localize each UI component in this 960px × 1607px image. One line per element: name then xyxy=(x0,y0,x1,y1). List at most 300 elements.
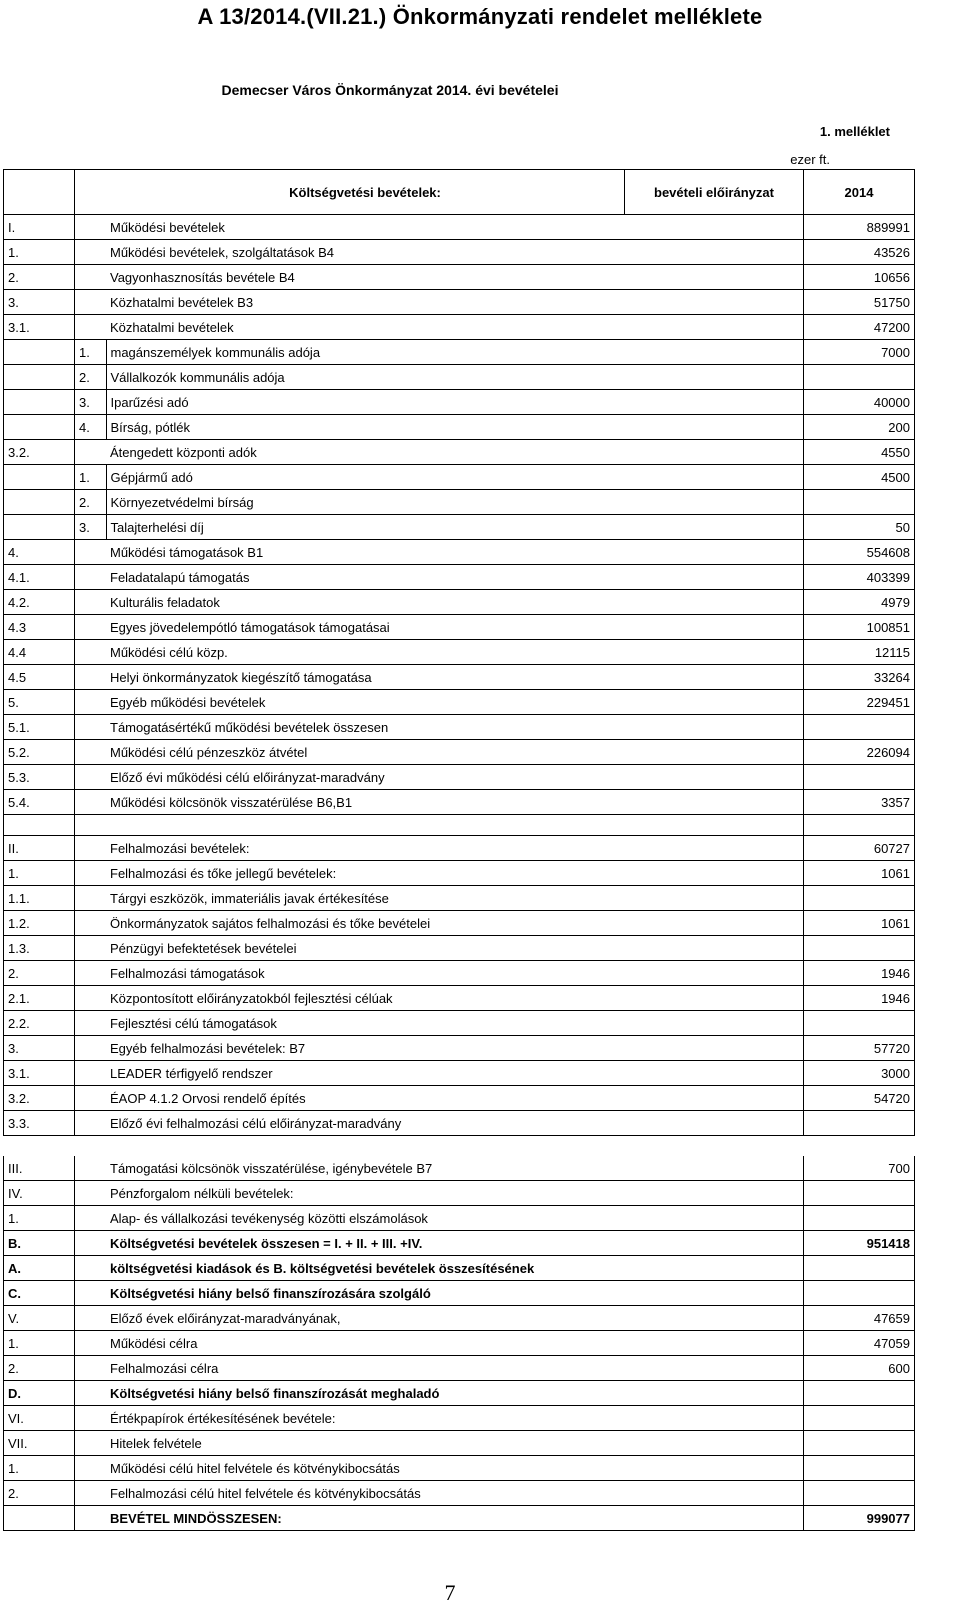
row-label: Közhatalmi bevételek B3 xyxy=(106,290,625,315)
table-row xyxy=(4,1036,915,1061)
row-plan xyxy=(625,290,804,315)
table-row xyxy=(4,440,915,465)
row-sub-number: 3. xyxy=(75,390,107,415)
row-value: 33264 xyxy=(804,665,915,690)
row-sub-number: 3. xyxy=(75,515,107,540)
row-value: 4500 xyxy=(804,465,915,490)
row-sub-number xyxy=(75,1506,107,1531)
row-sub-number xyxy=(75,1356,107,1381)
row-value xyxy=(804,1406,915,1431)
revenue-table xyxy=(3,169,915,1531)
row-sub-number xyxy=(75,1331,107,1356)
row-label: Felhalmozási támogatások xyxy=(106,961,625,986)
row-label: Iparűzési adó xyxy=(106,390,625,415)
row-value xyxy=(804,1181,915,1206)
row-plan xyxy=(625,215,804,240)
row-label: Feladatalapú támogatás xyxy=(106,565,625,590)
row-plan xyxy=(625,1206,804,1231)
row-label: Működési célú közp. xyxy=(106,640,625,665)
row-plan xyxy=(625,1181,804,1206)
row-number: II. xyxy=(4,836,75,861)
row-label: Felhalmozási célra xyxy=(106,1356,625,1381)
row-sub-number xyxy=(75,836,107,861)
row-plan xyxy=(625,1281,804,1306)
row-number xyxy=(4,415,75,440)
row-label: Egyéb felhalmozási bevételek: B7 xyxy=(106,1036,625,1061)
row-value: 7000 xyxy=(804,340,915,365)
table-row xyxy=(4,790,915,815)
row-label: Átengedett központi adók xyxy=(106,440,625,465)
row-plan xyxy=(625,1086,804,1111)
row-plan xyxy=(625,1111,804,1136)
row-number: 5.4. xyxy=(4,790,75,815)
row-sub-number xyxy=(75,1456,107,1481)
table-row xyxy=(4,690,915,715)
row-sub-number xyxy=(75,886,107,911)
row-number: 1. xyxy=(4,1206,75,1231)
row-label: Fejlesztési célú támogatások xyxy=(106,1011,625,1036)
table-row xyxy=(4,911,915,936)
row-number: 1.2. xyxy=(4,911,75,936)
row-plan xyxy=(625,490,804,515)
row-sub-number xyxy=(75,640,107,665)
row-plan xyxy=(625,665,804,690)
row-value: 951418 xyxy=(804,1231,915,1256)
row-value xyxy=(804,1011,915,1036)
row-number: 1.1. xyxy=(4,886,75,911)
row-sub-number xyxy=(75,790,107,815)
table-row xyxy=(4,1111,915,1136)
row-label: Működési bevételek xyxy=(106,215,625,240)
row-value: 50 xyxy=(804,515,915,540)
row-label: BEVÉTEL MINDÖSSZESEN: xyxy=(106,1506,625,1531)
row-number xyxy=(4,1506,75,1531)
row-plan xyxy=(625,265,804,290)
row-plan xyxy=(625,1481,804,1506)
row-value: 3000 xyxy=(804,1061,915,1086)
row-number: I. xyxy=(4,215,75,240)
row-number: V. xyxy=(4,1306,75,1331)
row-sub-number: 1. xyxy=(75,340,107,365)
row-label: Kulturális feladatok xyxy=(106,590,625,615)
page-number: 7 xyxy=(444,1580,456,1605)
row-plan xyxy=(625,836,804,861)
row-number xyxy=(4,490,75,515)
row-number: 1. xyxy=(4,1456,75,1481)
row-value xyxy=(804,1111,915,1136)
row-sub-number: 2. xyxy=(75,490,107,515)
table-row xyxy=(4,986,915,1011)
row-label: magánszemélyek kommunális adója xyxy=(106,340,625,365)
row-value: 1946 xyxy=(804,986,915,1011)
row-number: B. xyxy=(4,1231,75,1256)
row-sub-number: 2. xyxy=(75,365,107,390)
table-row xyxy=(4,936,915,961)
table-row xyxy=(4,1431,915,1456)
row-value xyxy=(804,490,915,515)
row-plan xyxy=(625,1231,804,1256)
row-value: 4550 xyxy=(804,440,915,465)
row-label: Alap- és vállalkozási tevékenység közötti elszámolások xyxy=(106,1206,625,1231)
row-label: költségvetési kiadások és B. költségvetési bevételek összesítésének xyxy=(106,1256,625,1281)
row-number: 3. xyxy=(4,1036,75,1061)
row-sub-number xyxy=(75,861,107,886)
row-value: 47659 xyxy=(804,1306,915,1331)
table-row xyxy=(4,886,915,911)
row-plan xyxy=(625,590,804,615)
row-label: Költségvetési hiány belső finanszírozására szolgáló xyxy=(106,1281,625,1306)
row-plan xyxy=(625,640,804,665)
table-row xyxy=(4,565,915,590)
row-plan xyxy=(625,1406,804,1431)
row-value: 4979 xyxy=(804,590,915,615)
row-number xyxy=(4,390,75,415)
row-value: 47200 xyxy=(804,315,915,340)
row-number: 4.3 xyxy=(4,615,75,640)
row-label: Egyéb működési bevételek xyxy=(106,690,625,715)
row-label: Előző évi felhalmozási célú előirányzat-maradvány xyxy=(106,1111,625,1136)
row-plan xyxy=(625,911,804,936)
row-label: Hitelek felvétele xyxy=(106,1431,625,1456)
row-number: 2.2. xyxy=(4,1011,75,1036)
header-col-name: Költségvetési bevételek: xyxy=(106,170,625,215)
table-row xyxy=(4,1231,915,1256)
row-number: 4.4 xyxy=(4,640,75,665)
table-header-row xyxy=(4,170,915,215)
row-sub-number xyxy=(75,290,107,315)
row-sub-number xyxy=(75,215,107,240)
row-plan xyxy=(625,961,804,986)
row-label: Értékpapírok értékesítésének bevétele: xyxy=(106,1406,625,1431)
row-plan xyxy=(625,690,804,715)
row-number: D. xyxy=(4,1381,75,1406)
row-value: 600 xyxy=(804,1356,915,1381)
row-sub-number xyxy=(75,440,107,465)
table-row xyxy=(4,1381,915,1406)
row-number: 3. xyxy=(4,290,75,315)
row-plan xyxy=(625,315,804,340)
row-plan xyxy=(625,765,804,790)
table-row xyxy=(4,490,915,515)
row-sub-number xyxy=(75,565,107,590)
table-row xyxy=(4,1281,915,1306)
table-row xyxy=(4,961,915,986)
row-label: Pénzforgalom nélküli bevételek: xyxy=(106,1181,625,1206)
row-plan xyxy=(625,565,804,590)
annex-label: 1. melléklet xyxy=(819,124,890,139)
row-value: 60727 xyxy=(804,836,915,861)
row-plan xyxy=(625,790,804,815)
table-row xyxy=(4,465,915,490)
table-spacer-row xyxy=(4,1136,915,1157)
table-row xyxy=(4,1481,915,1506)
row-sub-number: 1. xyxy=(75,465,107,490)
row-value: 1061 xyxy=(804,911,915,936)
table-row xyxy=(4,1306,915,1331)
row-number: 5.1. xyxy=(4,715,75,740)
table-row xyxy=(4,290,915,315)
row-number: 2. xyxy=(4,1356,75,1381)
table-row xyxy=(4,1331,915,1356)
row-value xyxy=(804,1281,915,1306)
row-value xyxy=(804,1206,915,1231)
row-sub-number xyxy=(75,765,107,790)
row-sub-number xyxy=(75,1481,107,1506)
row-sub-number xyxy=(75,1306,107,1331)
row-label: Működési támogatások B1 xyxy=(106,540,625,565)
row-number: 1. xyxy=(4,240,75,265)
row-sub-number xyxy=(75,265,107,290)
row-sub-number xyxy=(75,936,107,961)
row-plan xyxy=(625,740,804,765)
row-sub-number xyxy=(75,1256,107,1281)
row-value: 554608 xyxy=(804,540,915,565)
row-number: 4. xyxy=(4,540,75,565)
row-label: Működési célra xyxy=(106,1331,625,1356)
row-value: 200 xyxy=(804,415,915,440)
row-number: VI. xyxy=(4,1406,75,1431)
row-plan xyxy=(625,1506,804,1531)
row-label: LEADER térfigyelő rendszer xyxy=(106,1061,625,1086)
table-row xyxy=(4,740,915,765)
row-value: 51750 xyxy=(804,290,915,315)
row-label: Felhalmozási célú hitel felvétele és kötvénykibocsátás xyxy=(106,1481,625,1506)
row-sub-number: 4. xyxy=(75,415,107,440)
row-sub-number xyxy=(75,1086,107,1111)
row-label: Közhatalmi bevételek xyxy=(106,315,625,340)
row-number: 3.3. xyxy=(4,1111,75,1136)
row-plan xyxy=(625,390,804,415)
row-plan xyxy=(625,365,804,390)
table-row xyxy=(4,240,915,265)
table-gap-row xyxy=(4,815,915,836)
row-number: 1.3. xyxy=(4,936,75,961)
row-plan xyxy=(625,1431,804,1456)
row-sub-number xyxy=(75,1281,107,1306)
table-row xyxy=(4,515,915,540)
row-plan xyxy=(625,240,804,265)
row-label: Pénzügyi befektetések bevételei xyxy=(106,936,625,961)
row-number: 5. xyxy=(4,690,75,715)
row-label: Vállalkozók kommunális adója xyxy=(106,365,625,390)
row-value: 47059 xyxy=(804,1331,915,1356)
unit-label: ezer ft. xyxy=(790,152,830,167)
row-plan xyxy=(625,1456,804,1481)
row-value: 889991 xyxy=(804,215,915,240)
row-number: 3.2. xyxy=(4,1086,75,1111)
row-value: 1946 xyxy=(804,961,915,986)
row-sub-number xyxy=(75,240,107,265)
row-plan xyxy=(625,1331,804,1356)
row-number: 3.2. xyxy=(4,440,75,465)
table-row xyxy=(4,665,915,690)
row-value xyxy=(804,1431,915,1456)
table-row xyxy=(4,215,915,240)
row-sub-number xyxy=(75,590,107,615)
table-row xyxy=(4,590,915,615)
row-sub-number xyxy=(75,615,107,640)
table-row xyxy=(4,1206,915,1231)
row-sub-number xyxy=(75,665,107,690)
row-plan xyxy=(625,465,804,490)
table-row xyxy=(4,265,915,290)
table-row xyxy=(4,1086,915,1111)
row-sub-number xyxy=(75,1206,107,1231)
row-label: Támogatásértékű működési bevételek összesen xyxy=(106,715,625,740)
row-value xyxy=(804,715,915,740)
row-plan xyxy=(625,1036,804,1061)
row-label: Tárgyi eszközök, immateriális javak értékesítése xyxy=(106,886,625,911)
row-plan xyxy=(625,515,804,540)
header-col-year: 2014 xyxy=(804,170,915,215)
table-row xyxy=(4,836,915,861)
row-sub-number xyxy=(75,1011,107,1036)
row-number: 4.5 xyxy=(4,665,75,690)
table-row xyxy=(4,415,915,440)
row-plan xyxy=(625,1011,804,1036)
header-col-plan: bevételi előirányzat xyxy=(625,170,804,215)
row-label: Vagyonhasznosítás bevétele B4 xyxy=(106,265,625,290)
row-label: ÉAOP 4.1.2 Orvosi rendelő építés xyxy=(106,1086,625,1111)
row-value xyxy=(804,765,915,790)
row-value: 226094 xyxy=(804,740,915,765)
table-row xyxy=(4,365,915,390)
row-value xyxy=(804,936,915,961)
row-value xyxy=(804,1456,915,1481)
row-value xyxy=(804,886,915,911)
table-row xyxy=(4,315,915,340)
row-number: 2. xyxy=(4,1481,75,1506)
row-value: 40000 xyxy=(804,390,915,415)
row-label: Felhalmozási bevételek: xyxy=(106,836,625,861)
row-sub-number xyxy=(75,715,107,740)
row-sub-number xyxy=(75,1431,107,1456)
table-row xyxy=(4,1011,915,1036)
row-value xyxy=(804,365,915,390)
row-value: 100851 xyxy=(804,615,915,640)
row-label: Bírság, pótlék xyxy=(106,415,625,440)
row-plan xyxy=(625,340,804,365)
row-label: Költségvetési bevételek összesen = I. + II. + III. +IV. xyxy=(106,1231,625,1256)
row-number: IV. xyxy=(4,1181,75,1206)
row-label: Működési célú hitel felvétele és kötvénykibocsátás xyxy=(106,1456,625,1481)
row-number: 5.2. xyxy=(4,740,75,765)
row-plan xyxy=(625,1381,804,1406)
row-sub-number xyxy=(75,1406,107,1431)
row-sub-number xyxy=(75,690,107,715)
row-label: Költségvetési hiány belső finanszírozását meghaladó xyxy=(106,1381,625,1406)
table-row xyxy=(4,1061,915,1086)
table-row xyxy=(4,615,915,640)
table-row xyxy=(4,640,915,665)
row-sub-number xyxy=(75,540,107,565)
row-label: Támogatási kölcsönök visszatérülése, igénybevétele B7 xyxy=(106,1156,625,1181)
row-label: Gépjármű adó xyxy=(106,465,625,490)
row-value: 3357 xyxy=(804,790,915,815)
row-sub-number xyxy=(75,1156,107,1181)
row-plan xyxy=(625,986,804,1011)
table-row xyxy=(4,1506,915,1531)
row-number: III. xyxy=(4,1156,75,1181)
row-plan xyxy=(625,1306,804,1331)
row-value xyxy=(804,1381,915,1406)
row-sub-number xyxy=(75,315,107,340)
row-number xyxy=(4,515,75,540)
row-label: Helyi önkormányzatok kiegészítő támogatása xyxy=(106,665,625,690)
row-value: 12115 xyxy=(804,640,915,665)
row-label: Működési kölcsönök visszatérülése B6,B1 xyxy=(106,790,625,815)
row-value: 57720 xyxy=(804,1036,915,1061)
row-label: Előző évi működési célú előirányzat-maradvány xyxy=(106,765,625,790)
table-row xyxy=(4,390,915,415)
row-plan xyxy=(625,1061,804,1086)
row-label: Önkormányzatok sajátos felhalmozási és tőke bevételei xyxy=(106,911,625,936)
row-number: 2. xyxy=(4,265,75,290)
row-value: 10656 xyxy=(804,265,915,290)
table-row xyxy=(4,1156,915,1181)
row-plan xyxy=(625,615,804,640)
table-row xyxy=(4,1356,915,1381)
table-row xyxy=(4,715,915,740)
row-plan xyxy=(625,715,804,740)
row-plan xyxy=(625,861,804,886)
row-sub-number xyxy=(75,986,107,1011)
row-label: Működési célú pénzeszköz átvétel xyxy=(106,740,625,765)
row-plan xyxy=(625,936,804,961)
table-row xyxy=(4,1406,915,1431)
row-sub-number xyxy=(75,740,107,765)
document-subtitle: Demecser Város Önkormányzat 2014. évi bevételei xyxy=(221,82,559,98)
row-number: 2.1. xyxy=(4,986,75,1011)
row-value: 1061 xyxy=(804,861,915,886)
row-plan xyxy=(625,415,804,440)
row-number xyxy=(4,340,75,365)
row-label: Központosított előirányzatokból fejlesztési célúak xyxy=(106,986,625,1011)
table-row xyxy=(4,1256,915,1281)
row-value: 403399 xyxy=(804,565,915,590)
row-plan xyxy=(625,1256,804,1281)
row-value: 43526 xyxy=(804,240,915,265)
row-value: 999077 xyxy=(804,1506,915,1531)
table-row xyxy=(4,861,915,886)
row-number: 1. xyxy=(4,861,75,886)
row-plan xyxy=(625,440,804,465)
row-number: 1. xyxy=(4,1331,75,1356)
document-title: A 13/2014.(VII.21.) Önkormányzati rendelet melléklete xyxy=(197,4,763,29)
row-sub-number xyxy=(75,1181,107,1206)
row-label: Egyes jövedelempótló támogatások támogatásai xyxy=(106,615,625,640)
row-value xyxy=(804,1481,915,1506)
row-plan xyxy=(625,1156,804,1181)
row-sub-number xyxy=(75,911,107,936)
row-plan xyxy=(625,886,804,911)
row-sub-number xyxy=(75,1111,107,1136)
row-sub-number xyxy=(75,961,107,986)
row-plan xyxy=(625,540,804,565)
row-number: 5.3. xyxy=(4,765,75,790)
row-number: 3.1. xyxy=(4,1061,75,1086)
row-label: Talajterhelési díj xyxy=(106,515,625,540)
row-number xyxy=(4,465,75,490)
row-plan xyxy=(625,1356,804,1381)
row-label: Előző évek előirányzat-maradványának, xyxy=(106,1306,625,1331)
row-sub-number xyxy=(75,1036,107,1061)
table-row xyxy=(4,765,915,790)
row-value: 229451 xyxy=(804,690,915,715)
row-number: 4.2. xyxy=(4,590,75,615)
row-number: A. xyxy=(4,1256,75,1281)
row-number: 2. xyxy=(4,961,75,986)
